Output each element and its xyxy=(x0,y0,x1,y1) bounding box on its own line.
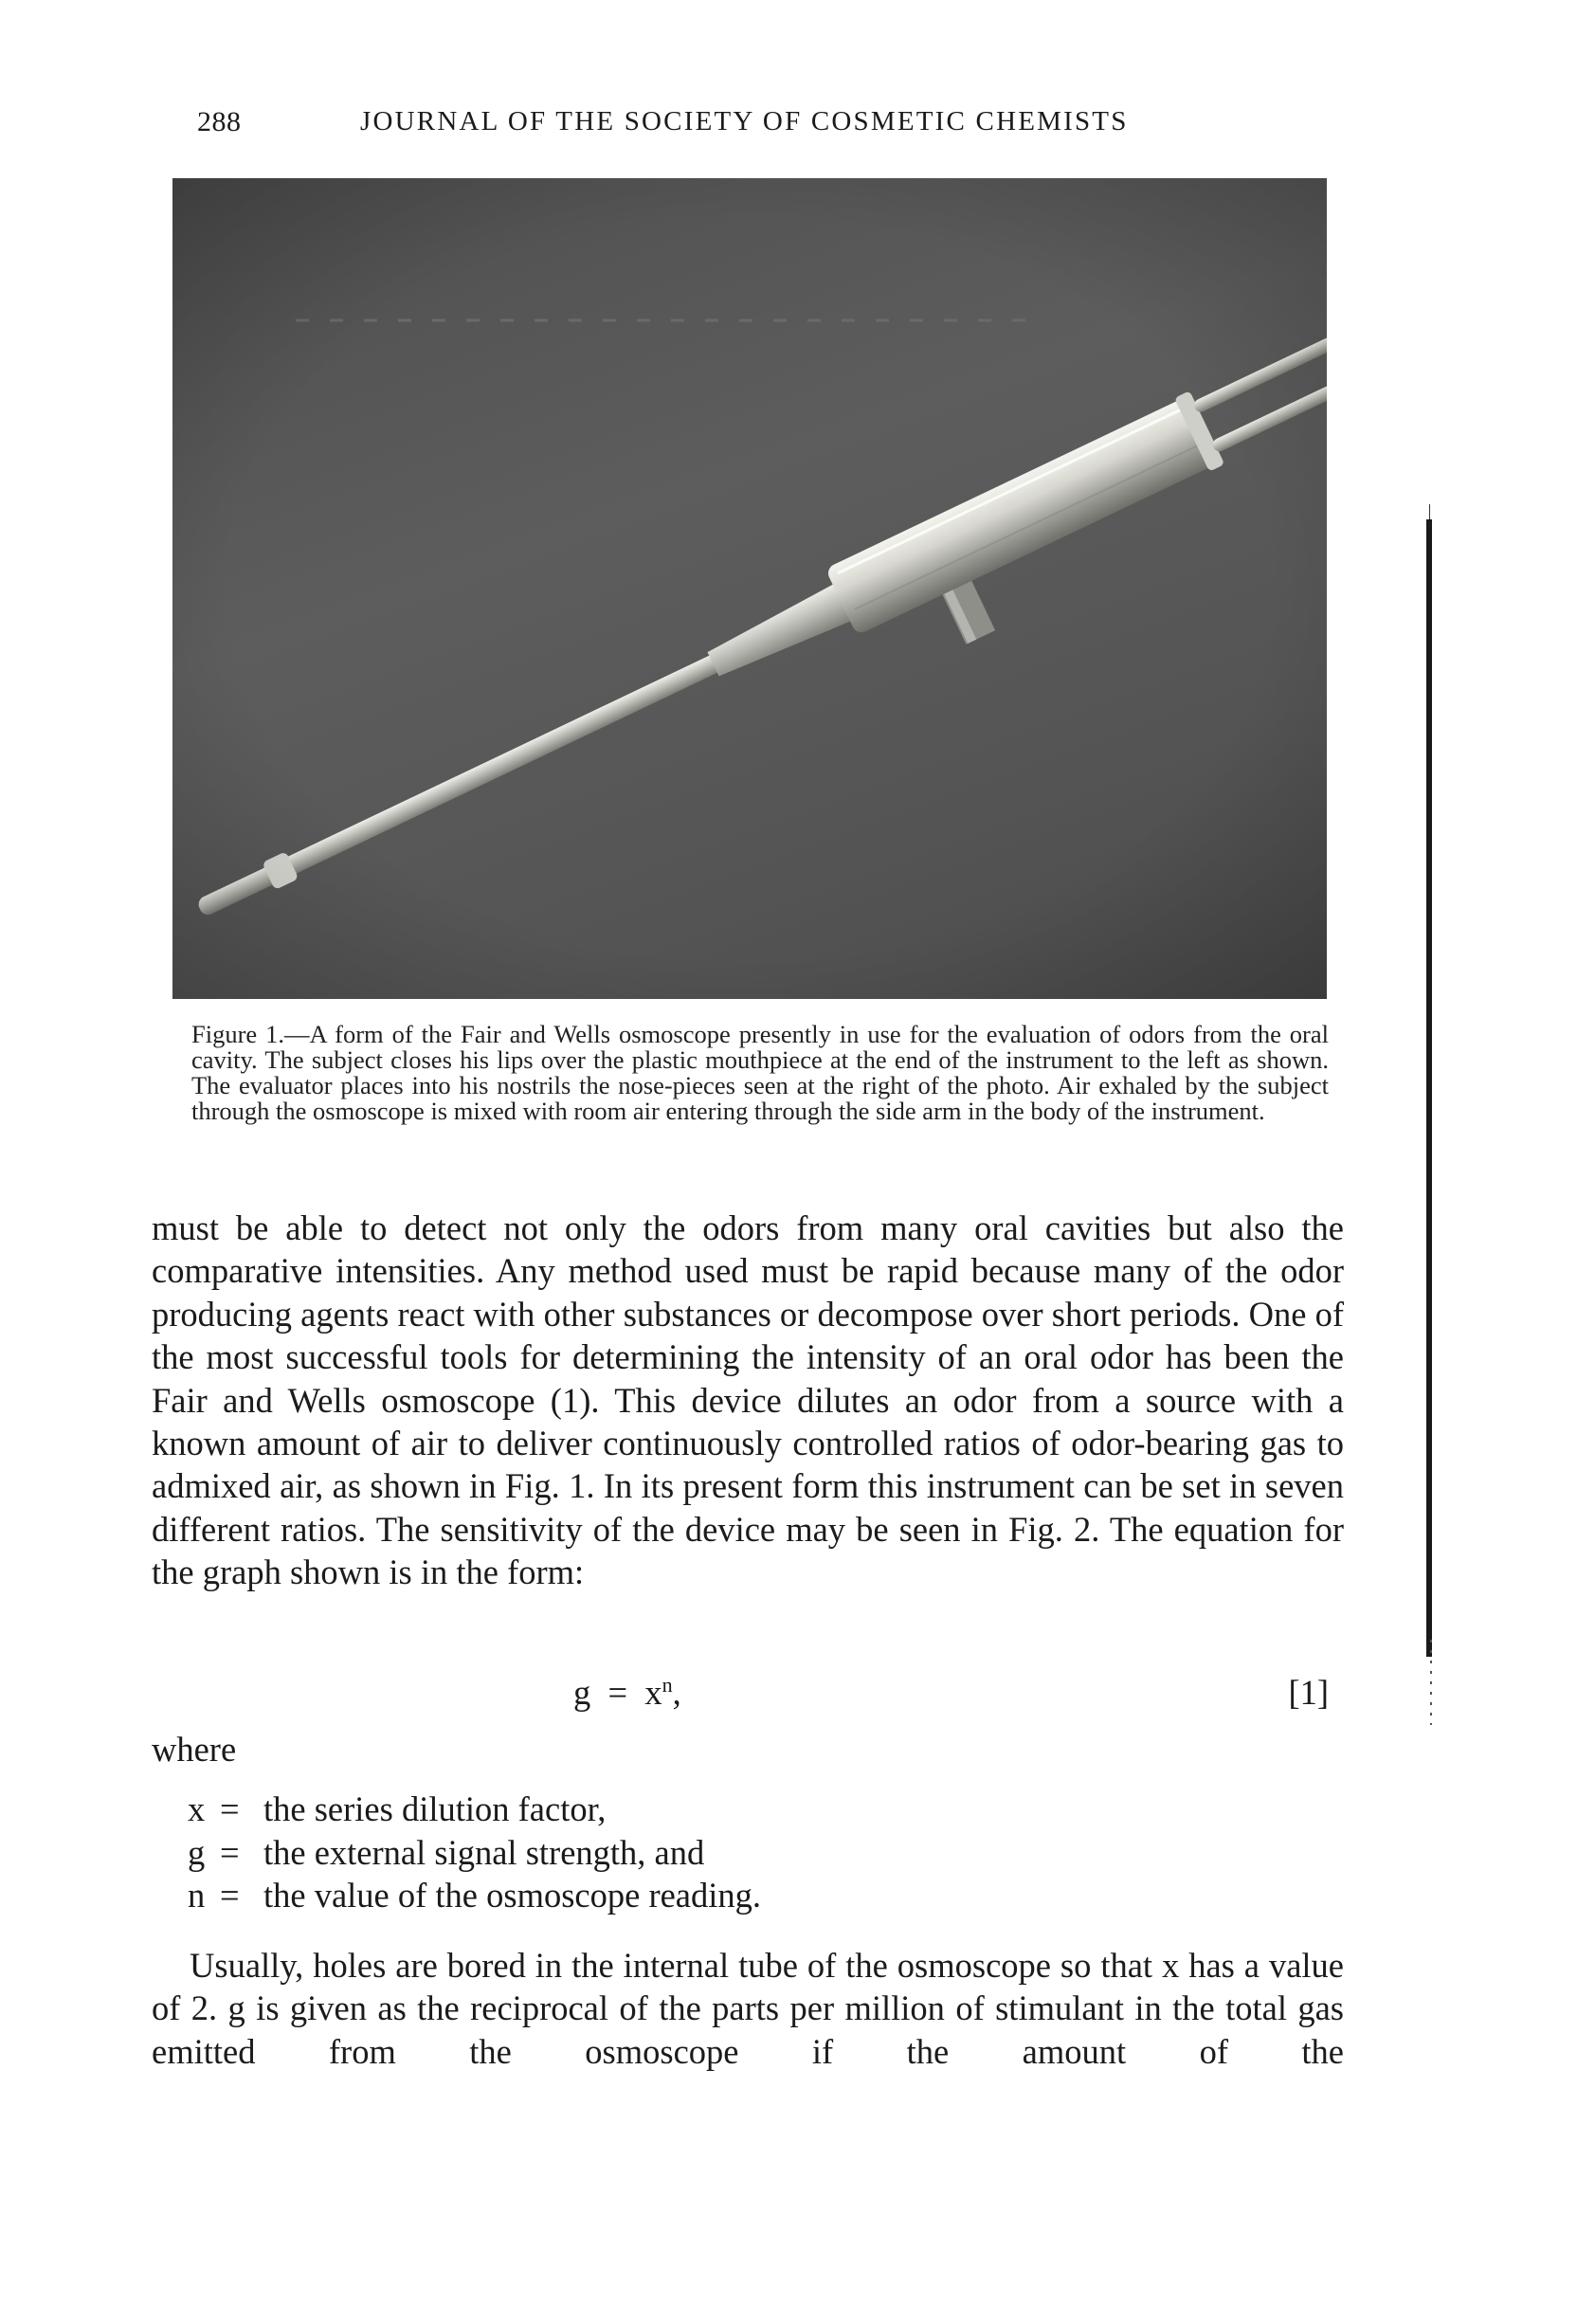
equation-lhs: g xyxy=(573,1673,591,1712)
definition-text: the value of the osmoscope reading. xyxy=(263,1876,762,1915)
page-number: 288 xyxy=(197,106,242,137)
equation-line xyxy=(152,1672,1344,1716)
equation-base: x xyxy=(644,1673,662,1712)
definition-symbol: n xyxy=(188,1876,206,1915)
body-paragraph-2: Usually, holes are bored in the internal tube of the osmoscope so that x has a value of 2. g is given as the reciprocal of the parts per million of stimulant in the total gas emitted from the osmoscope if the amount of the xyxy=(152,1946,1344,2071)
definition-symbol: g xyxy=(188,1833,206,1872)
margin-dotted-mark xyxy=(1430,1640,1432,1725)
osmoscope-illustration xyxy=(172,178,1327,999)
equation-exponent: n xyxy=(662,1672,673,1697)
definition-symbol: x xyxy=(188,1789,206,1828)
definition-g xyxy=(188,1832,704,1873)
definition-equals: = xyxy=(220,1789,240,1828)
equation-trailing-comma: , xyxy=(672,1673,681,1712)
equation-equals: = xyxy=(607,1673,628,1712)
definition-n xyxy=(188,1875,761,1915)
equation xyxy=(573,1672,681,1713)
body-paragraph-1: must be able to detect not only the odors from many oral cavities but also the comparative intensities. Any method used must be rapid because many of the odor producing agents react with other substances or decompose over short periods. One of the most successful tools for determining the intensity of an oral odor has been the Fair and Wells osmoscope (1). This device dilutes an odor from a source with a known amount of air to deliver continuously controlled ratios of odor-bearing gas to admixed air, as shown in Fig. 1. In its present form this instrument can be set in seven different ratios. The sensitivity of the device may be seen in Fig. 2. The equation for the graph shown is in the form: xyxy=(152,1208,1344,1592)
definition-x xyxy=(188,1788,606,1829)
figure-caption: Figure 1.—A form of the Fair and Wells osmoscope presently in use for the evaluation of odors from the oral cavity. The subject closes his lips over the plastic mouthpiece at the end of the instrument to the left as shown. The evaluator places into his nostrils the nose-pieces seen at the right of the photo. Air exhaled by the subject through the osmoscope is mixed with room air entering through the side arm in the body of the instrument. xyxy=(191,1020,1329,1125)
definition-text: the series dilution factor, xyxy=(263,1789,607,1828)
running-head: JOURNAL OF THE SOCIETY OF COSMETIC CHEMISTS xyxy=(360,106,1129,136)
margin-change-bar xyxy=(1426,519,1432,1657)
definition-equals: = xyxy=(220,1876,240,1915)
where-label: where xyxy=(152,1730,237,1769)
figure-photo-osmoscope xyxy=(172,178,1327,999)
definition-equals: = xyxy=(220,1833,240,1872)
definition-text: the external signal strength, and xyxy=(263,1833,705,1872)
equation-number: [1] xyxy=(1288,1673,1329,1712)
